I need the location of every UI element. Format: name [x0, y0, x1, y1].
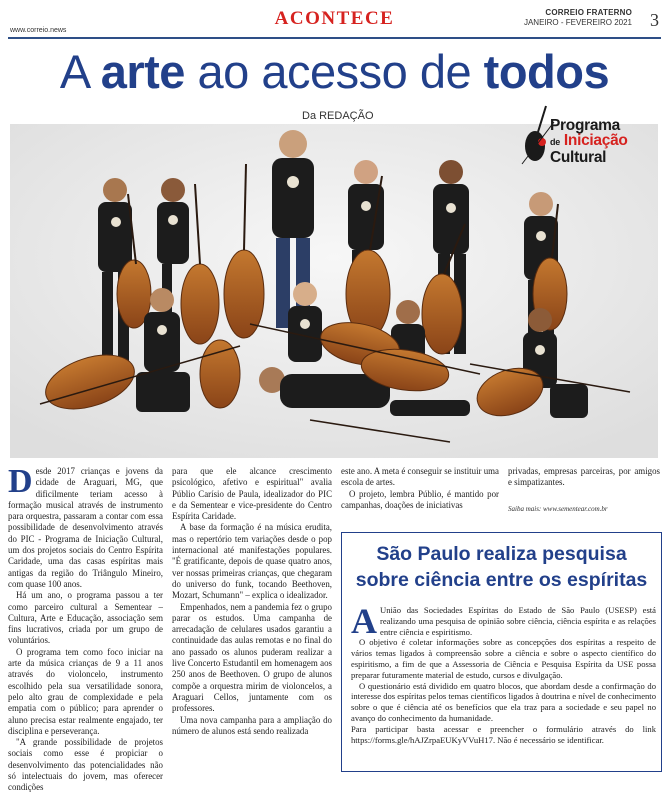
sidebar-headline-line: sobre ciência entre os espíritas [355, 569, 648, 591]
photo-illustration [10, 124, 658, 458]
section-title: ACONTECE [274, 8, 395, 29]
drop-cap: D [8, 463, 33, 500]
publication-name: CORREIO FRATERNO [545, 8, 632, 17]
sidebar-headline-line: São Paulo realiza pesquisa [376, 543, 627, 565]
logo-line [550, 133, 628, 150]
paragraph: O programa tem como foco iniciar na arte da música crianças de 9 a 11 anos através do violoncelo, instrumento escolhido pela sua versatilidade sonora, pelo alto grau de complexidade e pela empatia com o público; para aprender o aluno precisa estar realmente engajado, ter disciplina e perseverança. [8, 646, 163, 736]
paragraph: O questionário está dividido em quatro blocos, que abordam desde a confirmação do interesse dos espíritas pelos temas científicos ligados à doutrina e nível de conhecimento sobre o que é ciência até os benefícios que ela traz para a sociedade e seu papel no avanço do conhecimento da humanidade. [351, 680, 656, 723]
paragraph: A base da formação é na música erudita, mas o repertório tem variações desde o pop internacional até manifestações populares. "É gratificante, depois de quase quatro anos, ver nossas primeiras crianças, que chegaram do universo do funk, tocando Beethoven, Mozart, Schumann" – explica o idealizador. [172, 522, 332, 601]
byline: Da REDAÇÃO [302, 110, 374, 122]
article-column-3 [341, 466, 499, 511]
header-divider [8, 37, 661, 39]
paragraph: "A grande possibilidade de projetos sociais como esse é propiciar o desenvolvimento das potencialidades não só intelectuais do jovem, mas oferecer condições [8, 737, 163, 793]
headline-emphasis: todos [483, 45, 610, 98]
issue-info [524, 8, 632, 28]
page-number: 3 [650, 10, 659, 30]
headline-part: ao acesso de [184, 45, 484, 98]
paragraph: Empenhados, nem a pandemia fez o grupo parar os estudos. Uma campanha de arrecadação de celulares usados garantiu a continuidade das aulas remotas e no final do ano passado os alunos puderam realizar a live Concerto Estudantil em homenagem aos 250 anos de Beethoven. O grupo de alunos compõe a orquestra mirim de violoncelos, a Araguari Cellos, juntamente com os professores. [172, 601, 332, 714]
logo-wordmark [550, 118, 628, 165]
paragraph-text: esde 2017 crianças e jovens da cidade de Araguari, MG, que dificilmente teriam acesso à formação musical através de instrumento para orquestra, passaram a contar com essa possibilidade de desenvolvimento através do PIC - Programa de Iniciação Cultural, um dos projetos sociais do Centro Espírita Caridade, uma das casas espíritas mais antigas da região do Triângulo Mineiro, com quase 100 anos. [8, 466, 163, 589]
paragraph: para que ele alcance crescimento psicológico, afetivo e espiritual" avalia Públio Carísio de Paula, idealizador do PIC e da Sementear e vice-presidente do Centro Espírita Caridade. [172, 466, 332, 522]
sidebar-headline [342, 541, 661, 593]
logo-de: de [550, 137, 560, 147]
paragraph: Uma nova campanha para a ampliação do número de alunos está sendo realizada [172, 714, 332, 736]
paragraph [8, 463, 163, 590]
paragraph [351, 601, 656, 641]
headline-emphasis: arte [100, 45, 185, 98]
logo-line: Cultural [550, 149, 607, 166]
headline-part: A [59, 45, 101, 98]
survey-link-paragraph[interactable]: Para participar basta acessar e preencher o formulário através do link https://forms.gle/hAJZrpaEUKyVVuH17. Não é necessário se identificar. [351, 723, 656, 745]
article-column-1 [8, 463, 163, 794]
article-column-2 [172, 466, 332, 737]
orchestra-group-photo [10, 124, 658, 458]
article-column-4 [508, 466, 660, 489]
logo-emphasis: Iniciação [563, 132, 628, 149]
more-info-credit[interactable]: Saiba mais: www.sementear.com.br [508, 505, 608, 513]
paragraph: privadas, empresas parceiras, por amigos e simpatizantes. [508, 466, 660, 488]
site-url[interactable]: www.correio.news [10, 27, 67, 34]
program-logo [520, 102, 660, 174]
paragraph: O objetivo é coletar informações sobre as concepções dos espíritas a respeito de vários temas ligados à compreensão sobre a ciência e sobre o aspecto científico do espiritismo, a fim de que a Assessoria de Ciência e Pesquisa Espírita da USE possa preparar futuramente material de estudo, cursos e divulgação. [351, 637, 656, 680]
drop-cap: A [351, 601, 377, 641]
paragraph: Há um ano, o programa passou a ter como parceiro cultural a Sementear – Cultura, Arte e Educação, associação sem fins lucrativos, criada por um grupo de voluntários. [8, 590, 163, 646]
paragraph: este ano. A meta é conseguir se instituir uma escola de artes. [341, 466, 499, 488]
article-headline [0, 44, 669, 100]
issue-date: JANEIRO - FEVEREIRO 2021 [523, 18, 632, 27]
logo-line: Programa [550, 117, 620, 134]
sidebar-article [341, 532, 662, 772]
paragraph-text: União das Sociedades Espíritas do Estado de São Paulo (USESP) está realizando uma pesquisa de opinião sobre ciência, ciência espírita e as relações entre ciência e espiritismo. [380, 605, 656, 637]
paragraph: O projeto, lembra Públio, é mantido por campanhas, doações de iniciativas [341, 488, 499, 510]
sidebar-body [351, 601, 656, 745]
page-header [0, 0, 669, 40]
